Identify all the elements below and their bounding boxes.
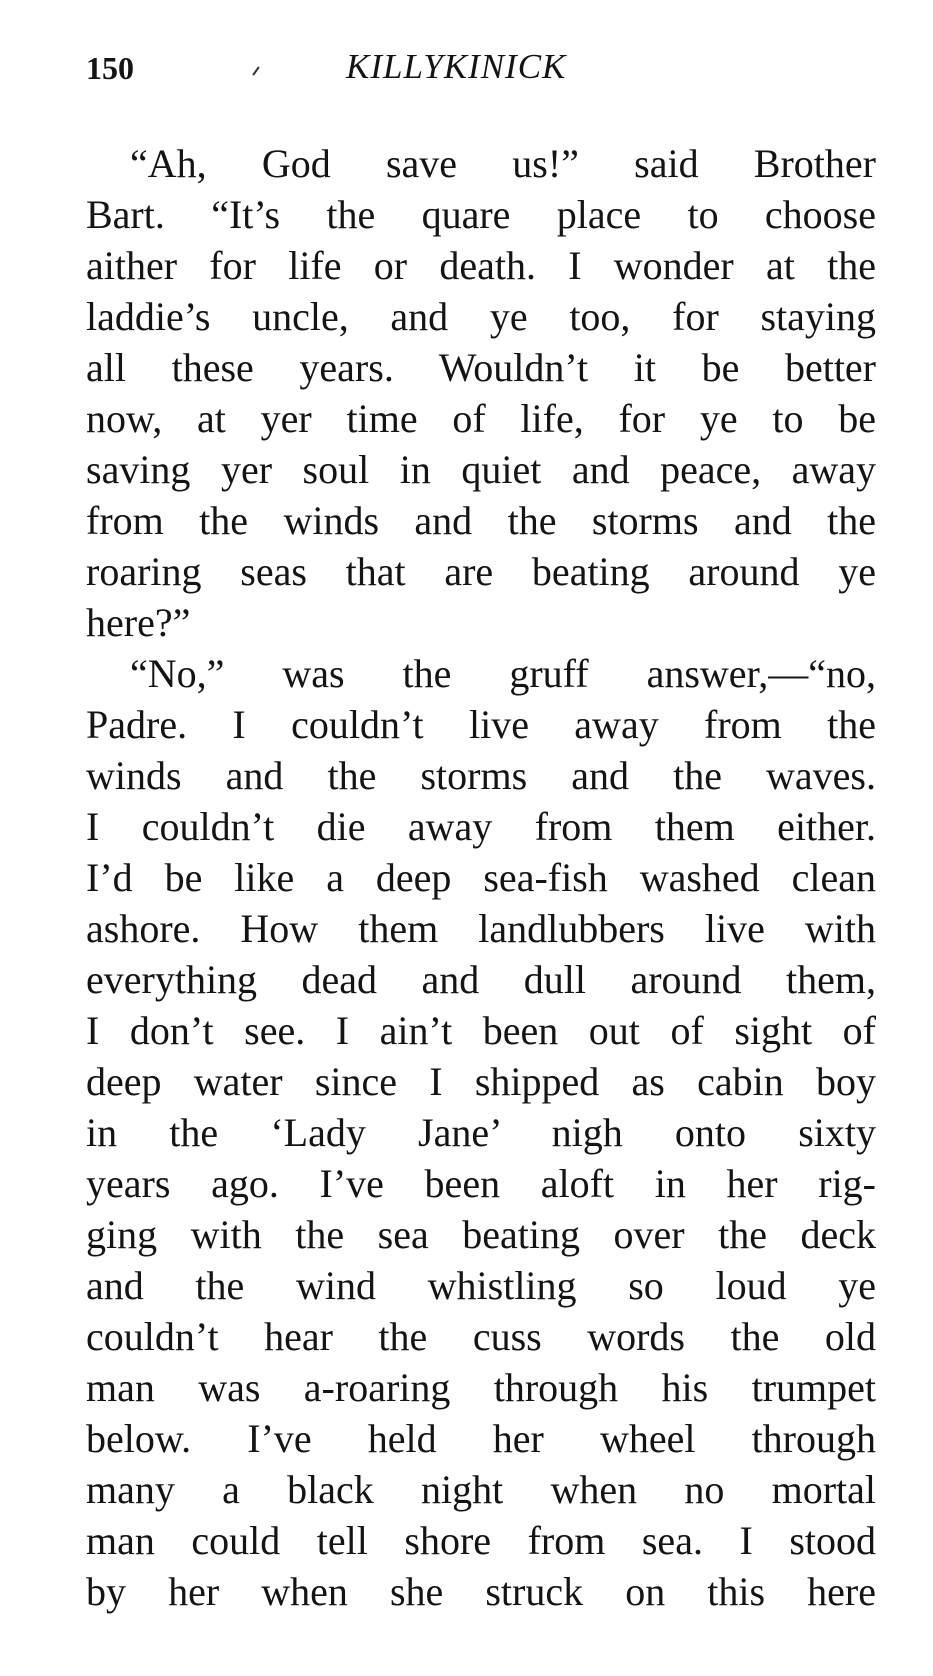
text-line: man was a-roaring through his trumpet <box>86 1365 876 1410</box>
text-line: I couldn’t die away from them either. <box>86 804 876 849</box>
text-line: I’d be like a deep sea-fish washed clean <box>86 855 876 900</box>
page-number: 150 <box>86 50 134 86</box>
text-line: by her when she struck on this here <box>86 1569 876 1614</box>
text-line: many a black night when no mortal <box>86 1467 876 1512</box>
text-line: everything dead and dull around them, <box>86 957 876 1002</box>
text-line: below. I’ve held her wheel through <box>86 1416 876 1461</box>
text-line: couldn’t hear the cuss words the old <box>86 1314 876 1359</box>
text-line: years ago. I’ve been aloft in her rig- <box>86 1161 876 1206</box>
text-line: roaring seas that are beating around ye <box>86 549 876 594</box>
page-header <box>86 40 876 90</box>
text-line: ging with the sea beating over the deck <box>86 1212 876 1257</box>
text-line: “No,” was the gruff answer,—“no, <box>130 651 876 696</box>
text-line: Padre. I couldn’t live away from the <box>86 702 876 747</box>
stray-pen-mark <box>252 66 259 75</box>
text-line: saving yer soul in quiet and peace, away <box>86 447 876 492</box>
text-line: and the wind whistling so loud ye <box>86 1263 876 1308</box>
text-line: all these years. Wouldn’t it be better <box>86 345 876 390</box>
text-line: from the winds and the storms and the <box>86 498 876 543</box>
text-line: Bart. “It’s the quare place to choose <box>86 192 876 237</box>
text-line: man could tell shore from sea. I stood <box>86 1518 876 1563</box>
text-line: ashore. How them landlubbers live with <box>86 906 876 951</box>
text-line: I don’t see. I ain’t been out of sight of <box>86 1008 876 1053</box>
text-line: “Ah, God save us!” said Brother <box>130 141 876 186</box>
running-head: KILLYKINICK <box>346 47 567 86</box>
text-line: now, at yer time of life, for ye to be <box>86 396 876 441</box>
text-line: in the ‘Lady Jane’ nigh onto sixty <box>86 1110 876 1155</box>
text-line: aither for life or death. I wonder at the <box>86 243 876 288</box>
text-line: laddie’s uncle, and ye too, for staying <box>86 294 876 339</box>
text-line: deep water since I shipped as cabin boy <box>86 1059 876 1104</box>
text-line: here?” <box>86 600 191 645</box>
body-text <box>86 138 876 1617</box>
text-line: winds and the storms and the waves. <box>86 753 876 798</box>
